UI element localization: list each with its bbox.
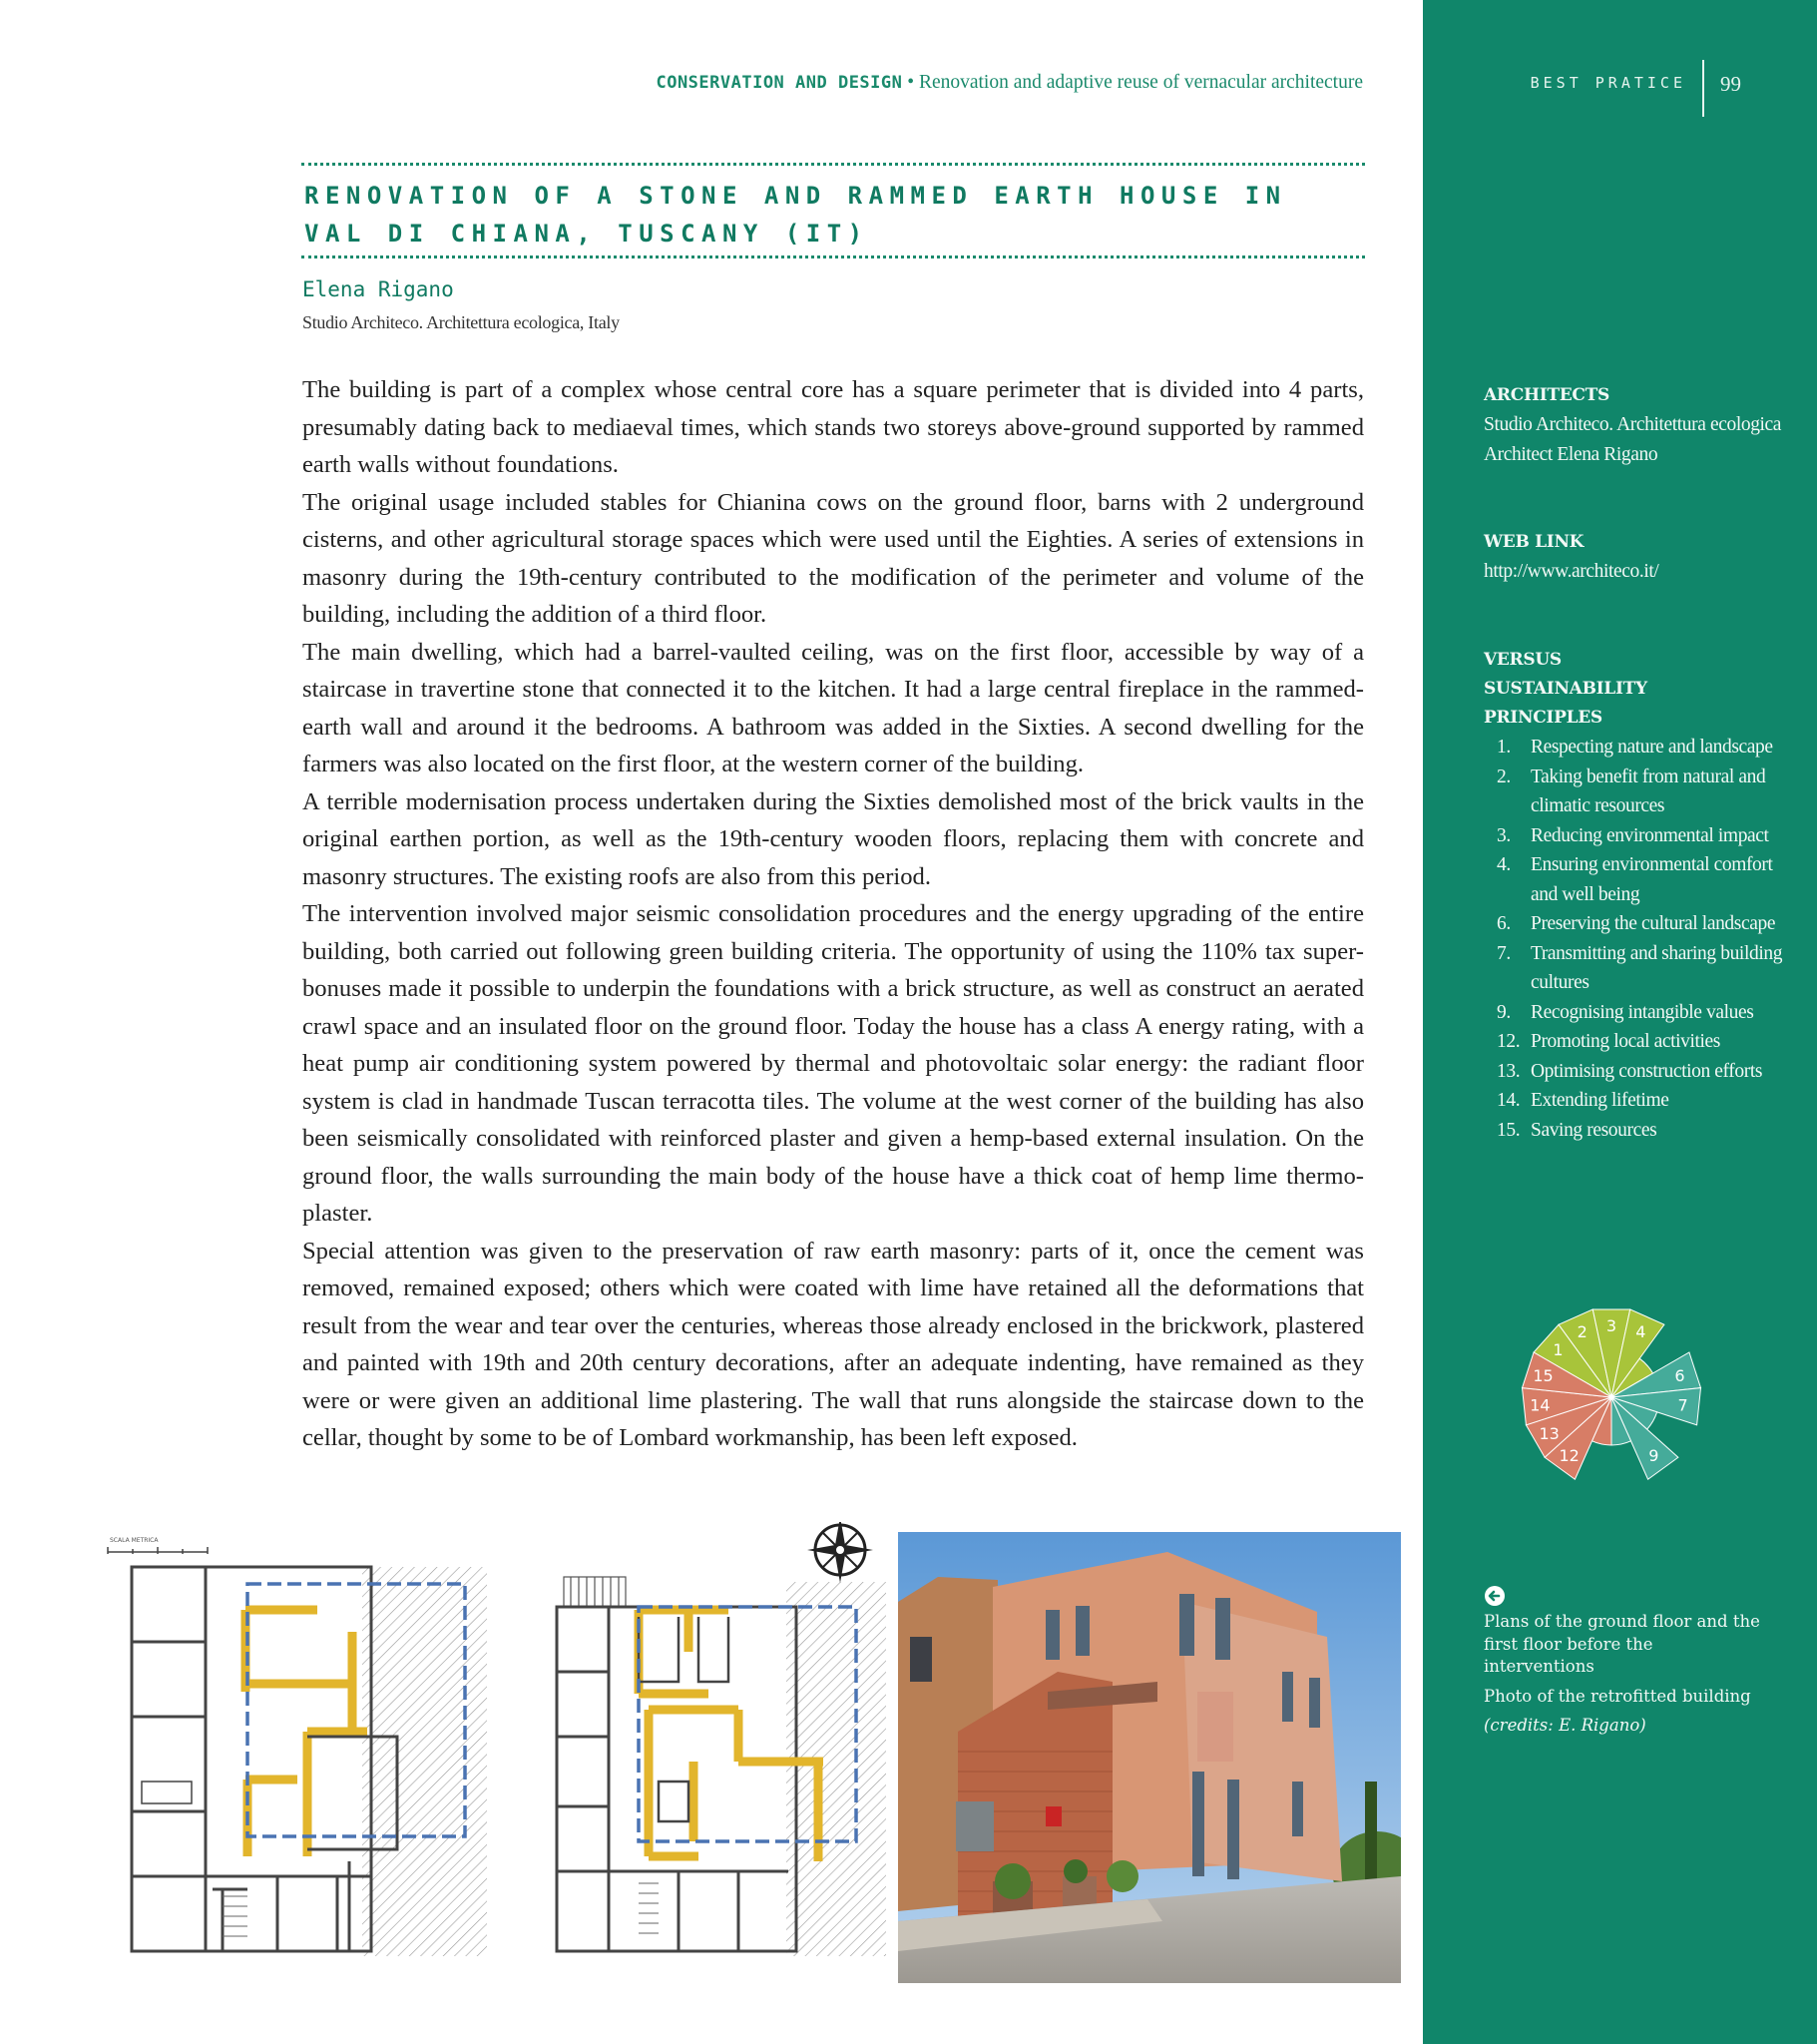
- scale-bar-label: SCALA METRICA: [110, 1537, 159, 1544]
- principle-item: 13. Optimising construction efforts: [1497, 1060, 1763, 1082]
- title-rule-bottom: [301, 256, 1365, 258]
- article-body: [302, 371, 1364, 1457]
- architects-studio: Studio Architeco. Architettura ecologica: [1484, 414, 1782, 435]
- principle-petal-label: 14: [1530, 1395, 1551, 1415]
- architects-person: Architect Elena Rigano: [1484, 443, 1658, 465]
- figure-caption: [1484, 1585, 1763, 1745]
- principle-petal-label: 1: [1553, 1339, 1564, 1359]
- weblink-block: [1484, 528, 1783, 587]
- header-bullet: •: [902, 72, 919, 93]
- body-paragraph: Special attention was given to the preservation of raw earth masonry: parts of it, once the cement was removed, remained exposed; others which were coated with lime have retained all the deformations that result from the wear and tear over the centuries, whereas those already enclosed in the brickwork, plastered and painted with 19th and 20th century decorations, after an adequate indenting, have remained as they were or were given an additional lime plastering. The wall that runs alongside the staircase down to the cellar, thought by some to be of Lombard workmanship, has been left exposed.: [302, 1237, 1364, 1451]
- author-name: Elena Rigano: [302, 277, 454, 301]
- article-title: RENOVATION OF A STONE AND RAMMED EARTH HOUSE IN VAL DI CHIANA, TUSCANY (IT): [304, 182, 1287, 248]
- weblink-heading: WEB LINK: [1484, 532, 1585, 552]
- author-affiliation: Studio Architeco. Architettura ecologica, Italy: [302, 312, 620, 332]
- principle-petal-label: 9: [1648, 1446, 1659, 1466]
- ground-floor-plan: [98, 1522, 499, 1961]
- principle-item: 2. Taking benefit from natural and climatic resources: [1497, 766, 1766, 816]
- principle-petal-label: 3: [1605, 1316, 1617, 1335]
- intervention-walls: [245, 1610, 367, 1856]
- principle-item: 1. Respecting nature and landscape: [1497, 737, 1773, 758]
- principles-heading: VERSUS SUSTAINABILITY PRINCIPLES: [1484, 650, 1647, 728]
- principle-petal-label: 15: [1533, 1365, 1554, 1385]
- principle-item: 4. Ensuring environmental comfort and well being: [1497, 854, 1773, 905]
- body-paragraph: A terrible modernisation process undertaken during the Sixties demolished most of the brick vaults in the original earthen portion, as well as the 19th-century wooden floors, replacing them with concrete and masonry structures. The existing roofs are also from this period.: [302, 787, 1364, 890]
- section-subtitle: Renovation and adaptive reuse of vernacular architecture: [918, 72, 1363, 93]
- compass-rose-icon: [807, 1522, 873, 1583]
- running-header: [299, 72, 1363, 94]
- principle-item: 12. Promoting local activities: [1497, 1031, 1720, 1052]
- principle-petal-label: 2: [1577, 1322, 1588, 1342]
- principle-petal-label: 13: [1539, 1424, 1560, 1443]
- principle-item: 7. Transmitting and sharing building cultures: [1497, 942, 1783, 993]
- section-label: CONSERVATION AND DESIGN: [656, 73, 903, 93]
- principle-item: 3. Reducing environmental impact: [1497, 824, 1769, 846]
- site-hatching: [786, 1582, 886, 1956]
- principle-petal-label: 7: [1677, 1395, 1688, 1415]
- building-photo: [898, 1532, 1401, 1983]
- architects-block: [1484, 381, 1783, 469]
- body-paragraph: The building is part of a complex whose central core has a square perimeter that is divided into 4 parts, presumably dating back to mediaeval times, which stands two storeys above-ground supported by rammed earth walls without foundations.: [302, 376, 1364, 478]
- principle-petal-label: 12: [1559, 1446, 1580, 1466]
- page-number: 99: [1720, 72, 1741, 96]
- principles-flower-chart: [1497, 1297, 1716, 1497]
- principles-list: [1484, 733, 1783, 1145]
- first-floor-plan: [539, 1522, 890, 1961]
- weblink-url[interactable]: http://www.architeco.it/: [1484, 561, 1659, 582]
- body-paragraph: The main dwelling, which had a barrel-vaulted ceiling, was on the first floor, accessible by way of a staircase in travertine stone that connected it to the kitchen. It had a large central fireplace in the rammed-earth wall and around it the bedrooms. A bathroom was added in the Sixties. A second dwelling for the farmers was also located on the first floor, at the western corner of the building.: [302, 638, 1364, 777]
- principle-item: 9. Recognising intangible values: [1497, 1001, 1754, 1023]
- body-paragraph: The original usage included stables for Chianina cows on the ground floor, barns with 2 underground cisterns, and other agricultural storage spaces which were used until the Eighties. A series of extensions in masonry during the 19th-century contributed to the modification of the perimeter and volume of the building, including the addition of a third floor.: [302, 488, 1364, 628]
- header-divider: [1702, 60, 1704, 117]
- caption-plans: Plans of the ground floor and the first floor before the interventions: [1484, 1612, 1760, 1676]
- stair-terrace: [564, 1577, 626, 1607]
- body-paragraph: The intervention involved major seismic consolidation procedures and the energy upgrading of the entire building, both carried out following green building criteria. The opportunity of using the 110% tax super-bonuses made it possible to underpin the foundations with a brick structure, as well as construct an aerated crawl space and an insulated floor on the ground floor. Today the house has a class A energy rating, with a heat pump air conditioning system powered by thermal and photovoltaic solar energy: the radiant floor system is clad in handmade Tuscan terracotta tiles. The volume at the west corner of the building has also been seismically consolidated with reinforced plaster and given a hemp-based external insulation. On the ground floor, the walls surrounding the main body of the house have a thick coat of hemp lime thermo-plaster.: [302, 900, 1364, 1227]
- architects-heading: ARCHITECTS: [1484, 385, 1609, 405]
- principle-item: 6. Preserving the cultural landscape: [1497, 913, 1776, 934]
- best-practice-label: BEST PRATICE: [1530, 74, 1686, 92]
- principle-item: 15. Saving resources: [1497, 1119, 1657, 1141]
- scale-bar: [108, 1547, 208, 1554]
- principle-petal-label: 4: [1635, 1322, 1646, 1342]
- principle-petal-label: 6: [1674, 1365, 1685, 1385]
- caption-photo: Photo of the retrofitted building: [1484, 1686, 1751, 1706]
- principle-item: 14. Extending lifetime: [1497, 1090, 1669, 1111]
- site-hatching: [362, 1567, 487, 1956]
- caption-credits: (credits: E. Rigano): [1484, 1716, 1646, 1735]
- principles-block: [1484, 646, 1783, 1145]
- title-rule-top: [301, 163, 1365, 166]
- arrow-left-icon: [1484, 1585, 1506, 1607]
